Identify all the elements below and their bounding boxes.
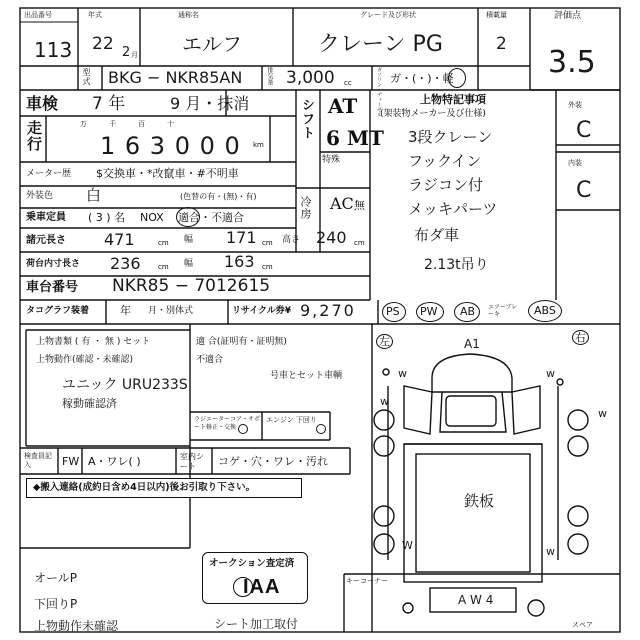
interior-grade-label: 内装: [568, 159, 582, 167]
length-label: 諸元長さ: [26, 235, 66, 246]
chassis-label: 車台番号: [26, 280, 79, 295]
equipment-note: ラジコン付: [408, 176, 484, 194]
notice-text: ◆搬入連絡(成約日含め4日以内)後お引取り下さい。: [33, 482, 256, 493]
capacity-value: ( 3 ) 名: [88, 211, 126, 224]
pw-label: PW: [420, 305, 438, 318]
body-docs-status: 適 合(証明有・証明無): [196, 337, 287, 347]
fw-options: A・ワレ( ): [88, 455, 141, 468]
height-value: 240: [316, 228, 347, 247]
spare-label: スペア: [572, 621, 593, 629]
cargo-width-label: 幅: [184, 259, 194, 269]
equipment-note: 3段クレーン: [408, 128, 493, 146]
fuel-value: ガ・(・)・軽: [390, 72, 454, 85]
type-label: 型式: [82, 68, 91, 86]
engine-label: エンジン 下回り: [266, 416, 317, 424]
nox-value: 適合・不適合: [178, 211, 244, 224]
mileage-unit: km: [253, 141, 264, 149]
shift-mt: 6 MT: [326, 126, 384, 150]
cargo-bed-label: 鉄板: [464, 492, 495, 510]
bottom-note: オールP: [34, 571, 77, 585]
bottom-note: 上物動作未確認: [34, 619, 119, 633]
diagram-w-mark: W: [402, 539, 413, 552]
meter-history-options: $交換車・*改竄車・#不明車: [96, 167, 239, 180]
stamp-title: オークション査定済: [209, 558, 295, 569]
chassis-value: NKR85 − 7012615: [112, 276, 271, 296]
radiator-label: ラジエーターコア・サポート修正・交換: [194, 416, 261, 431]
ac-label: 冷房: [299, 196, 312, 220]
score-value: 3.5: [548, 45, 596, 80]
room-sheet-label: 室内シート: [180, 452, 204, 472]
month-value: 2: [122, 45, 131, 60]
width-value: 171: [226, 228, 257, 247]
interior-grade-value: C: [576, 178, 592, 203]
ps-label: PS: [386, 305, 400, 318]
cargo-width-value: 163: [224, 252, 255, 271]
ab-label: AB: [460, 305, 476, 318]
set-car-label: 号車とセット車輌: [270, 371, 343, 381]
model-name: エルフ: [182, 32, 242, 56]
body-docs-label: 上物書類 ( 有 ・ 無 ) セット: [36, 337, 151, 347]
shaken-label: 車検: [26, 94, 59, 113]
ac-value: AC: [330, 194, 354, 213]
displacement-unit: cc: [344, 79, 352, 87]
body-operation-label: 上物動作(確認・未確認): [36, 355, 134, 365]
diagram-w-mark: w: [546, 545, 555, 558]
mileage-value: 1 6 3 0 0 0: [100, 132, 241, 160]
equipment-title: 上物特記事項: [420, 93, 486, 106]
radiator-mark: [238, 424, 248, 434]
load-capacity-label: 積載量: [486, 11, 507, 19]
tachograph-label: タコグラフ装着: [26, 306, 90, 316]
cargo-length-label: 荷台内寸長さ: [26, 259, 81, 269]
diagram-w-mark: w: [546, 367, 555, 380]
year-label: 年式: [88, 11, 102, 19]
lot-number-label: 出品番号: [24, 11, 52, 19]
exterior-grade-label: 外装: [568, 101, 582, 109]
load-capacity-value: 2: [496, 34, 507, 54]
nox-selected-circle: [176, 207, 200, 227]
room-options: コゲ・穴・ワレ・汚れ: [218, 455, 328, 468]
model-name-label: 通称名: [178, 11, 199, 19]
diagram-w-mark: w: [398, 367, 407, 380]
key-corner-label: キーコーナー: [346, 577, 388, 585]
equipment-subtitle: (架装物メーカー及び仕様): [380, 109, 486, 119]
inspector-label: 検査員記入: [24, 452, 52, 470]
year-value: 22: [92, 34, 114, 54]
equipment-note: メッキパーツ: [408, 200, 498, 218]
displacement-label: 排気量: [266, 67, 273, 85]
crane-note: 稼動確認済: [62, 397, 117, 410]
exterior-color-value: 白: [86, 186, 102, 204]
length-value: 471: [104, 230, 135, 249]
ac-none: 無: [354, 199, 365, 212]
diagram-w-mark: w: [380, 395, 389, 408]
shift-at: AT: [328, 94, 358, 118]
shift-label: シフト: [299, 98, 314, 140]
fuel-label: ガソリン・ディーゼル: [376, 67, 382, 117]
engine-mark: [316, 424, 326, 434]
shaken-month: 9 月・抹消: [170, 94, 250, 113]
fuel-selected-circle: [448, 68, 466, 88]
bottom-note-right: シート加工取付: [214, 617, 299, 631]
diagram-mark-a1: A1: [464, 337, 480, 351]
width-label: 幅: [184, 235, 194, 245]
grade-label: グレード及び形状: [360, 11, 416, 19]
score-label: 評価点: [554, 11, 582, 21]
cargo-width-unit: cm: [262, 263, 273, 271]
equipment-note: 2.13t吊り: [424, 257, 489, 273]
diagram-w-mark: w: [598, 407, 607, 420]
body-docs-unfit: 不適合: [196, 355, 224, 365]
height-label: 高さ: [282, 235, 301, 245]
auction-stamp: [202, 552, 308, 604]
grade-value: クレーン PG: [318, 32, 443, 57]
equipment-note: 布ダ車: [414, 226, 460, 244]
tachograph-month: 月・別体式: [148, 306, 194, 316]
width-unit: cm: [262, 239, 273, 247]
shaken-value: 7 年: [92, 94, 126, 114]
air-brake-label: エアーブレーキ: [488, 304, 518, 319]
recycle-value: 9,270: [300, 301, 356, 320]
height-unit: cm: [354, 239, 365, 247]
lot-number: 113: [34, 38, 73, 62]
bottom-note: 下回りP: [34, 597, 78, 611]
right-side-label: 右: [572, 330, 589, 345]
abs-label: ABS: [534, 304, 556, 317]
left-side-label: 左: [376, 334, 393, 349]
mileage-label: 走行: [25, 120, 43, 152]
mileage-digit-labels: 万千百十: [80, 120, 196, 128]
tachograph-year: 年: [120, 304, 131, 317]
cargo-length-value: 236: [110, 254, 141, 273]
type-value: BKG − NKR85AN: [108, 68, 243, 87]
special-label: 特殊: [322, 155, 341, 165]
displacement-value: 3,000: [286, 68, 335, 88]
notice-bar: [26, 478, 302, 498]
meter-history-label: メーター歴: [26, 169, 72, 179]
color-change: (色替の有・(無)・有): [180, 192, 257, 201]
exterior-grade-value: C: [576, 118, 592, 143]
length-unit: cm: [158, 239, 169, 247]
equipment-note: フックイン: [408, 152, 482, 170]
recycle-label: リサイクル券¥: [232, 306, 292, 316]
capacity-label: 乗車定員: [26, 212, 66, 223]
exterior-color-label: 外装色: [26, 191, 54, 201]
crane-model: ユニック URU233S: [62, 377, 188, 393]
month-unit: 月: [131, 51, 138, 59]
fw-label: FW: [62, 455, 80, 468]
cargo-length-unit: cm: [158, 263, 169, 271]
stamp-brand: IAA: [243, 576, 281, 598]
diagram-bottom-marks: A W 4: [458, 593, 494, 607]
nox-label: NOX: [140, 211, 164, 224]
